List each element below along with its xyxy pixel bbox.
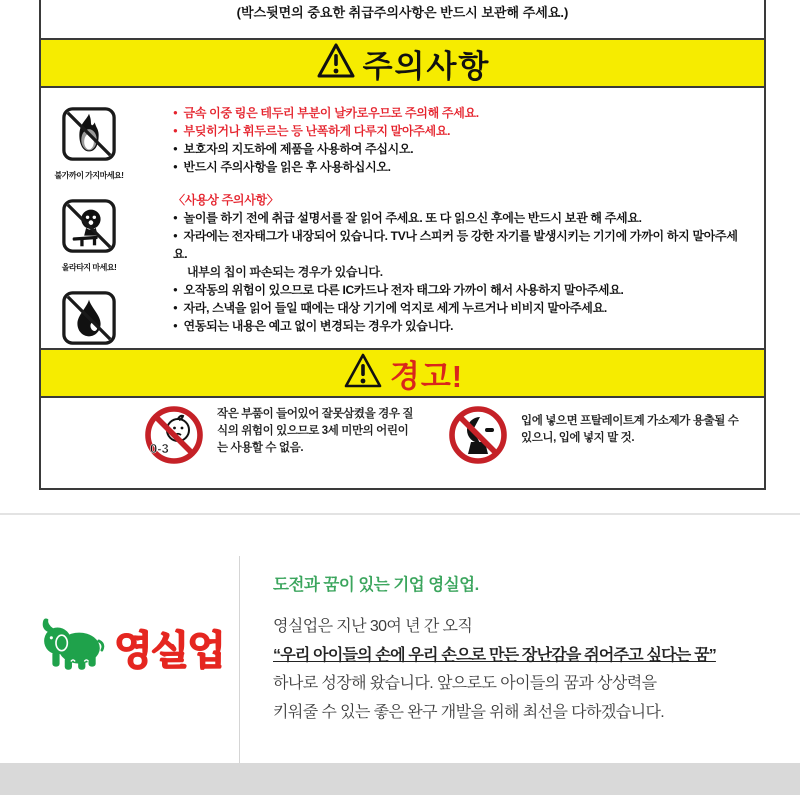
no-mouth-prohibition-icon bbox=[447, 404, 509, 471]
age-0-3-prohibition-icon bbox=[143, 404, 205, 471]
caution-title: 주의사항 bbox=[362, 48, 491, 84]
company-description bbox=[273, 571, 763, 727]
bottom-gray-strip bbox=[0, 763, 800, 795]
no-climb-caption: 올라타지 마세요! bbox=[61, 263, 117, 272]
box-back-note: (박스뒷면의 중요한 취급주의사항은 반드시 보관해 주세요.) bbox=[236, 5, 569, 20]
caution-content bbox=[41, 90, 764, 348]
warning-triangle-icon bbox=[342, 351, 384, 396]
company-logo bbox=[40, 614, 224, 681]
company-body-line: 하나로 성장해 왔습니다. 앞으로도 아이들의 꿈과 상상력을 bbox=[273, 675, 657, 692]
company-vertical-divider bbox=[239, 556, 240, 766]
company-slogan: 도전과 꿈이 있는 기업 영실업. bbox=[273, 576, 479, 594]
no-fire-block bbox=[55, 106, 124, 181]
usage-caution-header: 〈사용상 주의사항〉 bbox=[173, 193, 279, 207]
caution-bullet: ● 부딪히거나 휘두르는 등 난폭하게 다루지 말아주세요. bbox=[173, 122, 742, 140]
warning-items-row bbox=[41, 404, 764, 471]
caution-bullet: ● 보호자의 지도하에 제품을 사용하여 주십시오. bbox=[173, 140, 742, 158]
no-water-icon bbox=[61, 290, 117, 351]
mouth-warning-text: 입에 넣으면 프탈레이트계 가소제가 용출될 수 있으니, 입에 넣지 말 것. bbox=[521, 415, 739, 444]
usage-bullet: ● 자라에는 전자태그가 내장되어 있습니다. TV나 스피커 등 강한 자기를 발생시키는 기기에 가까이 하지 말아주세요. bbox=[173, 227, 742, 263]
no-fire-caption: 불가까이 가지마세요! bbox=[54, 171, 124, 180]
age-warning-item bbox=[143, 404, 417, 471]
usage-bullet: ● 연동되는 내용은 예고 없이 변경되는 경우가 있습니다. bbox=[173, 317, 742, 335]
no-climb-icon bbox=[61, 198, 117, 259]
no-climb-block bbox=[61, 198, 117, 273]
usage-bullet: ● 오작동의 위험이 있으므로 다른 IC카드나 전자 태그와 가까이 해서 사용하지 말아주세요. bbox=[173, 281, 742, 299]
section-divider-line bbox=[0, 513, 800, 515]
company-logo-text: 영실업 bbox=[114, 629, 224, 673]
warning-label-box bbox=[39, 0, 766, 490]
company-body-quote: “우리 아이들의 손에 우리 손으로 만든 장난감을 쥐어주고 싶다는 꿈” bbox=[273, 646, 716, 664]
warning-title: 경고! bbox=[389, 358, 464, 394]
caution-banner bbox=[41, 38, 764, 88]
usage-bullet-continuation: 내부의 칩이 파손되는 경우가 있습니다. bbox=[187, 265, 383, 279]
mouth-warning-item bbox=[447, 404, 741, 471]
company-body-line: 영실업은 지난 30여 년 간 오직 bbox=[273, 618, 473, 635]
age-range-label: 0-3 bbox=[150, 441, 169, 456]
warning-banner bbox=[41, 348, 764, 398]
usage-bullet: ● 놀이를 하기 전에 취급 설명서를 잘 읽어 주세요. 또 다 읽으신 후에는 반드시 보관 해 주세요. bbox=[173, 209, 742, 227]
caution-bullet: ● 반드시 주의사항을 읽은 후 사용하십시오. bbox=[173, 158, 742, 176]
warning-triangle-icon bbox=[315, 41, 357, 86]
prohibition-icon-column bbox=[41, 90, 137, 348]
company-body-line: 키워줄 수 있는 좋은 완구 개발을 위해 최선을 다하겠습니다. bbox=[273, 703, 665, 721]
age-warning-text: 작은 부품이 들어있어 잘못삼켰을 경우 질식의 위험이 있으므로 3세 미만의 어린이는 사용할 수 없음. bbox=[217, 408, 414, 454]
elephant-logo-icon bbox=[40, 614, 106, 681]
caution-bullet: ● 금속 이중 링은 테두리 부분이 날카로우므로 주의해 주세요. bbox=[173, 104, 742, 122]
no-fire-icon bbox=[61, 106, 117, 167]
caution-text-column bbox=[137, 90, 764, 348]
usage-bullet: ● 자라, 스낵을 읽어 들일 때에는 대상 기기에 억지로 세게 누르거나 비비지 말아주세요. bbox=[173, 299, 742, 317]
